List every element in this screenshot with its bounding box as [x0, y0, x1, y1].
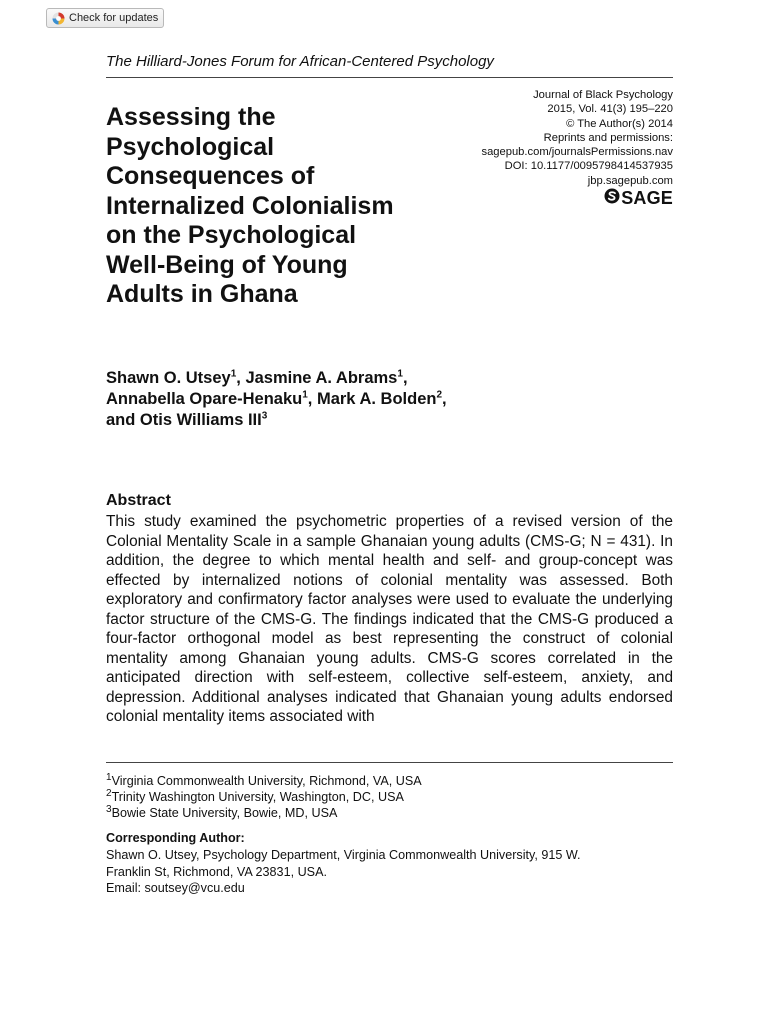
abstract-text: This study examined the psychometric properties of a revised version of the Colonial Mentality Scale in a sample Ghanaian young adults (CMS-G; N = 431). In addition, the degree to which mental health and self- and group-concept was effected by internalized notions of colonial mentality was assessed. Both exploratory and confirmatory factor analyses were used to evaluate the underlying factor structure of the CMS-G. The findings indicated that the CMS-G produced a four-factor orthogonal model as best representing the construct of colonial mentality among Ghanaian young adults. CMS-G scores correlated in the anticipated direction with self-esteem, collective self-esteem, anxiety, and depression. Additional analyses indicated that Ghanaian young adults endorsed colonial mentality items associated with — [106, 513, 673, 725]
header-divider — [106, 77, 673, 78]
affiliation-text: Virginia Commonwealth University, Richmond, VA, USA — [111, 774, 422, 788]
journal-info — [433, 88, 673, 188]
check-for-updates-icon — [52, 12, 65, 25]
copyright: © The Author(s) 2014 — [566, 117, 673, 130]
affiliation-text: Trinity Washington University, Washington, DC, USA — [111, 790, 404, 805]
affiliation-item — [106, 773, 673, 789]
affiliation-number: 1 — [106, 771, 112, 783]
author-separator: , — [307, 390, 317, 408]
title-line: Assessing the — [106, 103, 276, 131]
title-line: Adults in Ghana — [106, 280, 298, 308]
author-line — [106, 368, 673, 389]
abstract-heading: Abstract — [106, 492, 171, 509]
affiliation-number: 2 — [106, 788, 112, 800]
author-list — [106, 368, 673, 431]
author-separator: , — [442, 390, 447, 408]
corresponding-address: Shawn O. Utsey, Psychology Department, Virginia Commonwealth University, 915 W. — [106, 848, 581, 862]
affiliation-number: 3 — [106, 804, 112, 816]
journal-website-link[interactable]: jbp.sagepub.com — [587, 174, 673, 187]
affiliation-text: Bowie State University, Bowie, MD, USA — [111, 806, 338, 821]
corresponding-author-heading: Corresponding Author: — [106, 831, 245, 845]
affiliations — [106, 773, 673, 822]
author-separator: , — [236, 369, 246, 387]
author-name: and Otis Williams III — [106, 411, 262, 429]
corresponding-address: Franklin St, Richmond, VA 23831, USA. — [106, 864, 327, 879]
doi[interactable]: DOI: 10.1177/0095798414537935 — [504, 160, 673, 173]
title-line: on the Psychological — [106, 221, 357, 249]
affiliation-mark: 3 — [261, 410, 268, 422]
permissions-link[interactable]: sagepub.com/journalsPermissions.nav — [481, 146, 673, 159]
title-line: Consequences of — [106, 162, 315, 190]
article-title — [106, 103, 466, 310]
author-line — [106, 410, 673, 431]
title-line: Psychological — [106, 132, 275, 161]
author-name: Mark A. Bolden — [316, 390, 437, 408]
affiliation-item — [106, 805, 673, 821]
affiliation-item — [106, 789, 673, 805]
author-name: Jasmine A. Abrams — [245, 369, 398, 387]
reprints-label: Reprints and permissions: — [543, 131, 673, 144]
footnote-divider — [106, 762, 673, 763]
journal-name: Journal of Black Psychology — [533, 89, 673, 101]
author-line — [106, 389, 673, 410]
corresponding-email[interactable]: Email: soutsey@vcu.edu — [106, 881, 245, 895]
corresponding-author-details — [106, 847, 673, 897]
series-title: The Hilliard-Jones Forum for African-Centered Psychology — [106, 53, 494, 70]
affiliation-mark: 1 — [302, 389, 308, 401]
affiliation-mark: 1 — [397, 368, 403, 380]
title-line: Well-Being of Young — [106, 250, 348, 279]
author-name: Shawn O. Utsey — [106, 369, 231, 387]
title-line: Internalized Colonialism — [106, 191, 394, 220]
check-for-updates-label: Check for updates — [69, 12, 159, 24]
sage-wordmark: SAGE — [621, 188, 673, 208]
check-for-updates-button[interactable] — [46, 8, 164, 28]
author-separator: , — [402, 369, 408, 387]
sage-logo — [604, 188, 673, 209]
author-name: Annabella Opare-Henaku — [106, 390, 303, 408]
journal-volume: 2015, Vol. 41(3) 195–220 — [547, 103, 673, 116]
affiliation-mark: 1 — [230, 368, 237, 380]
sage-s-icon — [604, 188, 620, 209]
affiliation-mark: 2 — [436, 389, 443, 401]
